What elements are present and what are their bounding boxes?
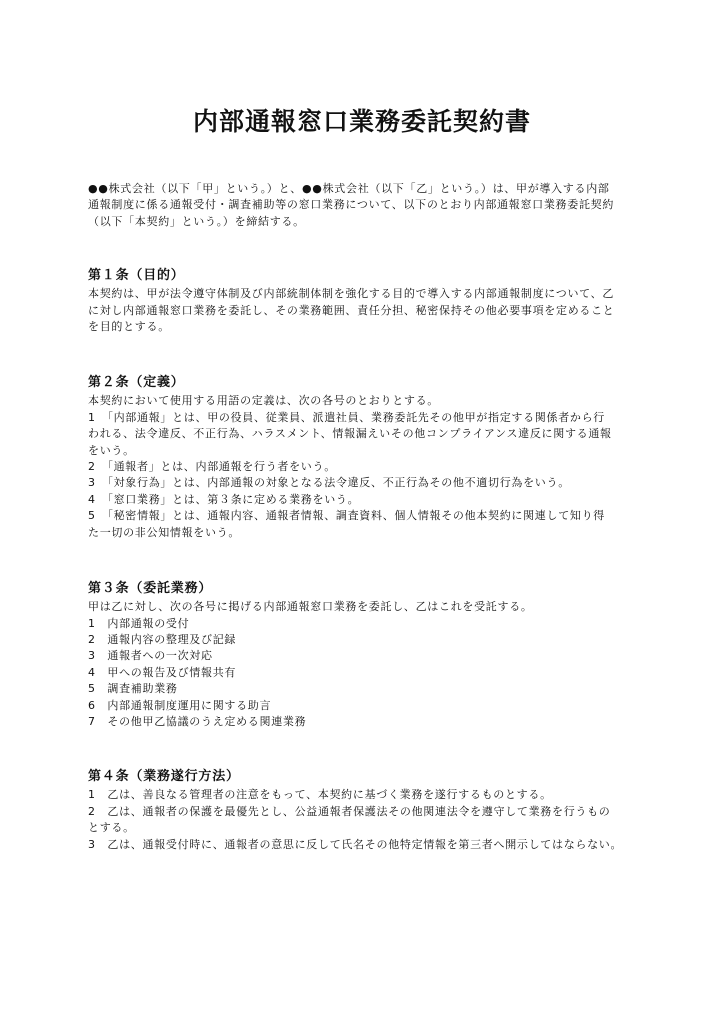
article-line: 2 通報内容の整理及び記録 — [88, 632, 237, 646]
article-line: を目的とする。 — [88, 320, 170, 334]
preamble-line: （以下「本契約」という。）を締結する。 — [88, 214, 305, 228]
article-line: 3 「対象行為」とは、内部通報の対象となる法令違反、不正行為その他不適切行為をいう。 — [88, 476, 570, 490]
document-body — [88, 181, 648, 853]
article-line: 甲は乙に対し、次の各号に掲げる内部通報窓口業務を委託し、乙はこれを受託する。 — [88, 600, 533, 614]
article-4 — [88, 768, 648, 853]
article-line: 5 調査補助業務 — [88, 682, 178, 696]
article-line: 3 通報者への一次対応 — [88, 649, 213, 663]
article-line: 本契約は、甲が法令遵守体制及び内部統制体制を強化する目的で導入する内部通報制度について、乙 — [88, 287, 615, 301]
article-heading: 第４条（業務遂行方法） — [88, 769, 240, 785]
article-3 — [88, 580, 648, 730]
article-line: た一切の非公知情報をいう。 — [88, 525, 241, 539]
article-line: 6 内部通報制度運用に関する助言 — [88, 698, 272, 712]
article-line: 1 乙は、善良なる管理者の注意をもって、本契約に基づく業務を遂行するものとする。 — [88, 788, 552, 802]
article-line: われる、法令違反、不正行為、ハラスメント、情報漏えいその他コンプライアンス違反に関する通報 — [88, 427, 612, 441]
article-line: 5 「秘密情報」とは、通報内容、通報者情報、調査資料、個人情報その他本契約に関連して知り得 — [88, 509, 605, 523]
document-title: 内部通報窓口業務委託契約書 — [192, 107, 531, 136]
article-line: 7 その他甲乙協議のうえ定める関連業務 — [88, 714, 307, 728]
article-line: に対し内部通報窓口業務を委託し、その業務範囲、責任分担、秘密保持その他必要事項を定めること — [88, 303, 615, 317]
article-line: をいう。 — [88, 443, 135, 457]
article-2 — [88, 374, 648, 541]
preamble-line: ●●株式会社（以下「甲」という。）と、●●株式会社（以下「乙」という。）は、甲が導入する内部 — [88, 182, 610, 195]
article-line: 2 乙は、通報者の保護を最優先とし、公益通報者保護法その他関連法令を遵守して業務を行うもの — [88, 804, 611, 818]
article-line: 2 「通報者」とは、内部通報を行う者をいう。 — [88, 460, 336, 474]
article-line: 1 内部通報の受付 — [88, 616, 190, 630]
article-1 — [88, 267, 648, 335]
article-line: 1 「内部通報」とは、甲の役員、従業員、派遣社員、業務委託先その他甲が指定する関係者から行 — [88, 410, 605, 424]
article-heading: 第２条（定義） — [88, 375, 185, 391]
preamble-line: 通報制度に係る通報受付・調査補助等の窓口業務について、以下のとおり内部通報窓口業務委託契約 — [88, 198, 615, 212]
article-line: 本契約において使用する用語の定義は、次の各号のとおりとする。 — [88, 394, 439, 408]
article-line: 4 甲への報告及び情報共有 — [88, 665, 237, 679]
article-heading: 第３条（委託業務） — [88, 581, 213, 597]
article-line: 4 「窓口業務」とは、第３条に定める業務をいう。 — [88, 492, 360, 506]
article-line: とする。 — [88, 821, 135, 835]
article-heading: 第１条（目的） — [88, 268, 185, 284]
preamble — [88, 181, 648, 230]
article-line: 3 乙は、通報受付時に、通報者の意思に反して氏名その他特定情報を第三者へ開示してはならない。 — [88, 837, 623, 851]
